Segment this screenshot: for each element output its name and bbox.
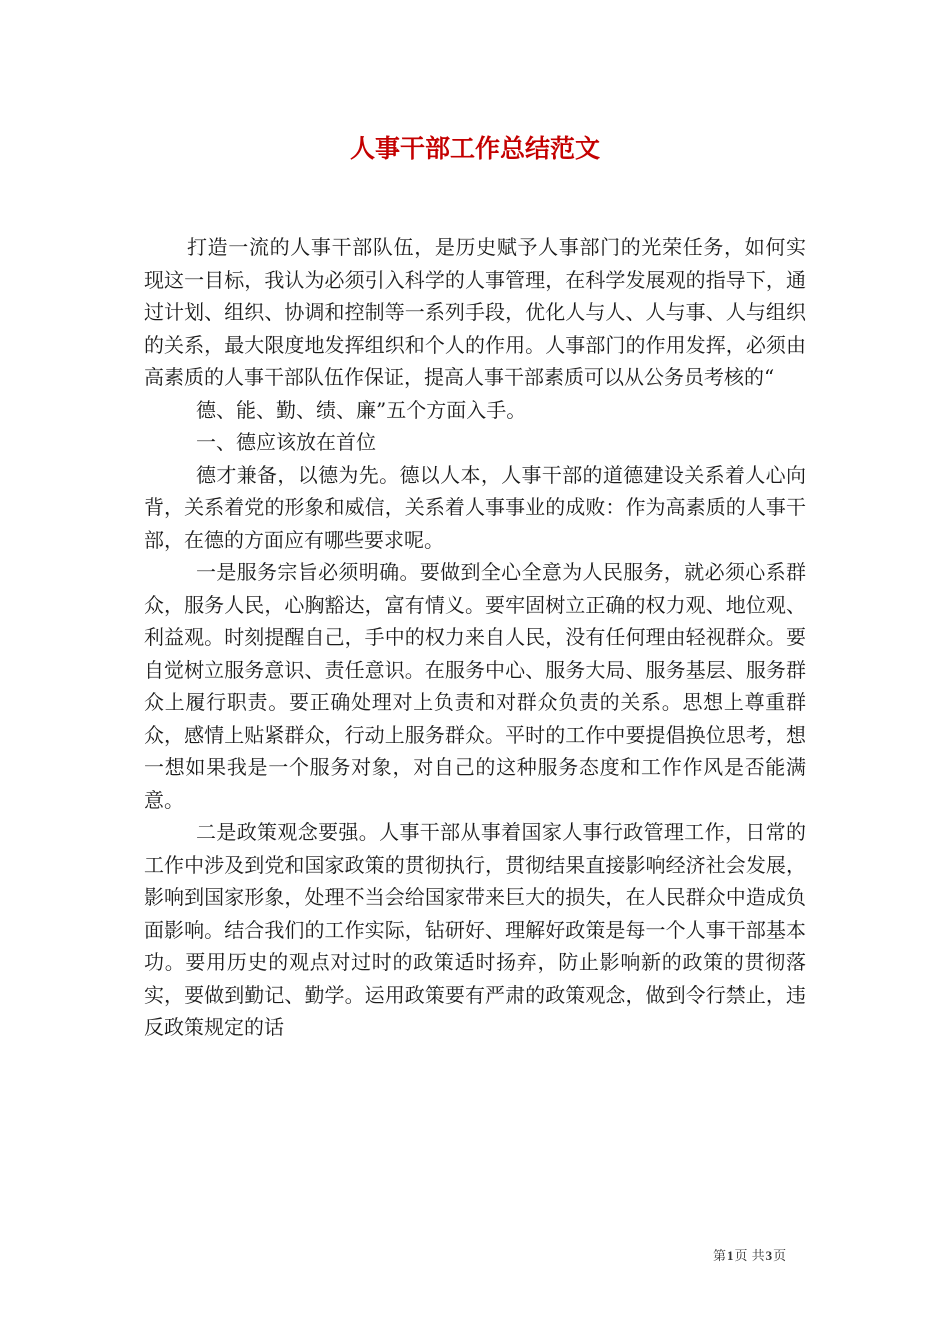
footer-prefix: 第 (713, 1249, 727, 1264)
paragraph-intro: 打造一流的人事干部队伍，是历史赋予人事部门的光荣任务，如何实现这一目标，我认为必须引入科学的人事管理，在科学发展观的指导下，通过计划、组织、协调和控制等一系列手段，优化人与人、人与事、人与组织的关系，最大限度地发挥组织和个人的作用。人事部门的作用发挥，必须由高素质的人事干部队伍作保证，提高人事干部素质可以从公务员考核的“ (144, 235, 806, 389)
section-heading-virtue: 一、德应该放在首位 (196, 430, 376, 454)
total-pages-number: 3 (765, 1248, 773, 1263)
paragraph-service-purpose: 一是服务宗旨必须明确。要做到全心全意为人民服务，就必须心系群众，服务人民，心胸豁达，富有情义。要牢固树立正确的权力观、地位观、利益观。时刻提醒自己，手中的权力来自人民，没有任何理由轻视群众。要自觉树立服务意识、责任意识。在服务中心、服务大局、服务基层、服务群众上履行职责。要正确处理对上负责和对群众负责的关系。思想上尊重群众，感情上贴紧群众，行动上服务群众。平时的工作中要提倡换位思考，想一想如果我是一个服务对象，对自己的这种服务态度和工作作风是否能满意。 (144, 560, 806, 812)
paragraph-policy-awareness: 二是政策观念要强。人事干部从事着国家人事行政管理工作，日常的工作中涉及到党和国家政策的贯彻执行，贯彻结果直接影响经济社会发展，影响到国家形象，处理不当会给国家带来巨大的损失，在人民群众中造成负面影响。结合我们的工作实际，钻研好、理解好政策是每一个人事干部基本功。要用历史的观点对过时的政策适时扬弃，防止影响新的政策的贯彻落实，要做到勤记、勤学。运用政策要有严肃的政策观念，做到令行禁止，违反政策规定的话 (144, 820, 806, 1039)
footer-middle: 页 共 (734, 1249, 765, 1264)
paragraph-intro-continued: 德、能、勤、绩、廉”五个方面入手。 (196, 397, 527, 422)
footer-suffix: 页 (773, 1249, 787, 1264)
page-number-footer (713, 1247, 786, 1266)
current-page-number: 1 (727, 1248, 734, 1263)
paragraph-virtue-first: 德才兼备，以德为先。德以人本，人事干部的道德建设关系着人心向背，关系着党的形象和威信，关系着人事事业的成败：作为高素质的人事干部，在德的方面应有哪些要求呢。 (144, 462, 806, 552)
document-title: 人事干部工作总结范文 (349, 134, 600, 163)
document-body (144, 231, 806, 1044)
